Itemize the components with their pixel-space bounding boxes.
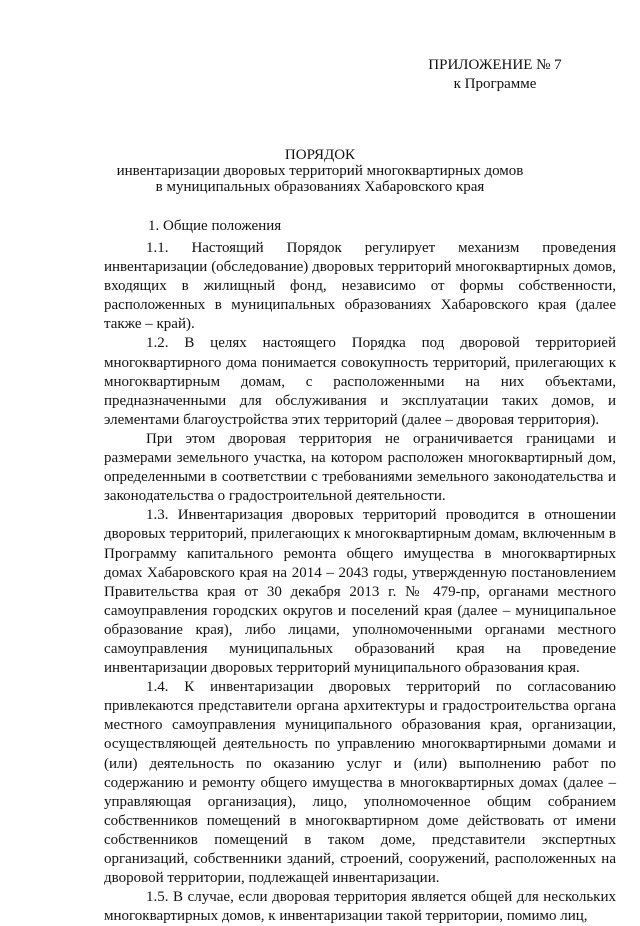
paragraph-1-3: 1.3. Инвентаризация дворовых территорий проводится в отношении дворовых территорий, прилегающих к многоквартирным домам, включенным в Программу капитального ремонта общего имущества в многоквартирных домах Хабаровского края на 2014 – 2043 годы, утвержденную постановлением Правительства края от 30 декабря 2013 г. № 479-пр, органами местного самоуправления городских округов и поселений края (далее – муниципальное образование края), либо лицами, уполномоченными органами местного самоуправления муниципальных образований края на проведение инвентаризации дворовых территорий муниципального образования края. <box>104 507 616 677</box>
subtitle-line-1: инвентаризации дворовых территорий многоквартирных домов <box>116 163 524 179</box>
paragraph-1-4: 1.4. К инвентаризации дворовых территорий по согласованию привлекаются представители органа архитектуры и градостроительства органа местного самоуправления муниципального образования края, организации, осуществляющей деятельность по управлению многоквартирными домами и (или) деятельность по оказанию услуг и (или) выполнению работ по содержанию и ремонту общего имущества в многоквартирных домах (далее – управляющая организация), лицо, уполномоченное общим собранием собственников помещений в многоквартирном доме действовать от имени собственников помещений в таком доме, представители экспертных организаций, собственники зданий, строений, сооружений, расположенных на дворовой территории, подлежащей инвентаризации. <box>104 679 616 887</box>
document-body <box>104 239 616 926</box>
section-heading: 1. Общие положения <box>148 218 282 234</box>
subtitle-line-2: в муниципальных образованиях Хабаровского края <box>155 179 485 195</box>
paragraph-1-2-continued: При этом дворовая территория не ограничивается границами и размерами земельного участка, на котором расположен многоквартирный дом, определенными в соответствии с требованиями земельного законодательства и законодательства о градостроительной деятельности. <box>104 430 616 505</box>
appendix-number: ПРИЛОЖЕНИЕ № 7 <box>428 57 562 73</box>
paragraph-1-2: 1.2. В целях настоящего Порядка под дворовой территорией многоквартирного дома понимается совокупность территорий, прилегающих к многоквартирным домам, с расположенными на них объектами, предназначенными для обслуживания и эксплуатации таких домов, и элементами благоустройства этих территорий (далее – дворовая территория). <box>104 335 616 428</box>
paragraph-1-1: 1.1. Настоящий Порядок регулирует механизм проведения инвентаризации (обследование) дворовых территорий многоквартирных домов, входящих в жилищный фонд, независимо от формы собственности, расположенных в муниципальных образованиях Хабаровского края (далее также – край). <box>104 240 616 333</box>
appendix-header <box>380 56 610 94</box>
document-subtitle <box>100 163 540 195</box>
appendix-reference: к Программе <box>453 76 537 92</box>
document-title: ПОРЯДОК <box>284 147 356 163</box>
paragraph-1-5: 1.5. В случае, если дворовая территория является общей для нескольких многоквартирных домов, к инвентаризации такой территории, помимо лиц, <box>104 889 616 925</box>
